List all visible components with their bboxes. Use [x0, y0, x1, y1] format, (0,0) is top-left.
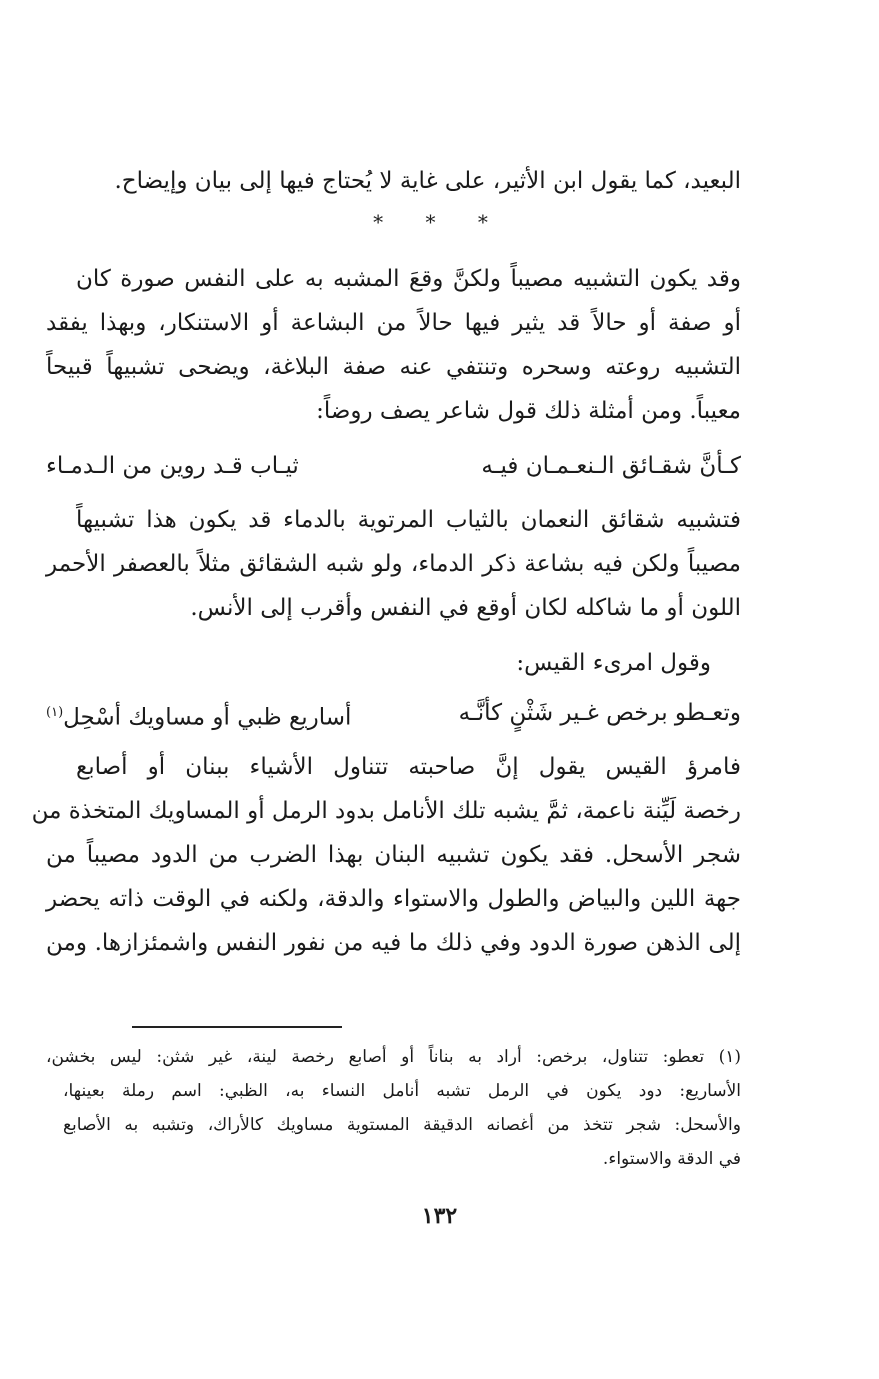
footnote-line: الأساريع: دود يكون في الرمل تشبه أنامل النساء به، الظبي: اسم رملة بعينها،	[63, 1081, 741, 1101]
text-line: فامرؤ القيس يقول إنَّ صاحبته تتناول الأشياء ببنان أو أصابع	[76, 754, 741, 780]
verse-hemistich-first: كـأنَّ شقـائق الـنعـمـان فيـه	[481, 453, 741, 479]
text-line: أو صفة أو حالاً قد يثير فيها حالاً من البشاعة أو الاستنكار، وبهذا يفقد	[46, 310, 741, 336]
text-line: إلى الذهن صورة الدود وفي ذلك ما فيه من نفور النفس واشمئزازها. ومن	[46, 930, 741, 956]
verse-hemistich-second: ثيـاب قـد روين من الـدمـاء	[46, 453, 299, 479]
footnote-line: والأسحل: شجر تتخذ من أغصانه الدقيقة المستوية مساويك كالأراك، وتشبه به الأصابع	[63, 1115, 741, 1135]
text-line: شجر الأسحل. فقد يكون تشبيه البنان بهذا الضرب من الدود مصيباً من	[46, 842, 741, 868]
page-number: ١٣٢	[421, 1203, 458, 1229]
text-line: رخصة لَيِّنة ناعمة، ثمَّ يشبه تلك الأنامل بدود الرمل أو المساويك المتخذة من	[31, 798, 741, 824]
section-separator: * * *	[373, 210, 506, 234]
verse-hemistich-first: وتعـطو برخص غـير شَثْنٍ كأنَّـه	[458, 700, 741, 726]
poetry-verse	[46, 451, 741, 481]
text-line: جهة اللين والبياض والطول والاستواء والدقة، ولكنه في الوقت ذاته يحضر	[46, 886, 741, 912]
text-line: البعيد، كما يقول ابن الأثير، على غاية لا يُحتاج فيها إلى بيان وإيضاح.	[114, 168, 741, 194]
text-line: معيباً. ومن أمثلة ذلك قول شاعر يصف روضاً:	[316, 398, 741, 424]
text-line: اللون أو ما شاكله لكان أوقع في النفس وأقرب إلى الأنس.	[190, 595, 741, 621]
text-line: وقد يكون التشبيه مصيباً ولكنَّ وقعَ المشبه به على النفس صورة كان	[76, 266, 741, 292]
footnote-marker: (١)	[46, 705, 64, 720]
text-line: مصيباً ولكن فيه بشاعة ذكر الدماء، ولو شبه الشقائق مثلاً بالعصفر الأحمر	[46, 551, 741, 577]
verse-hemistich-second: أساريع ظبي أو مساويك أسْحِل$^{(١)}$	[46, 704, 352, 731]
text-line: التشبيه روعته وسحره وتنتفي عنه صفة البلاغة، ويضحى تشبيهاً قبيحاً	[46, 354, 741, 380]
text-line: فتشبيه شقائق النعمان بالثياب المرتوية بالدماء قد يكون هذا تشبيهاً	[76, 507, 741, 533]
footnote-line: في الدقة والاستواء.	[602, 1149, 741, 1169]
footnote-rule	[132, 1026, 342, 1028]
footnote-line: (١) تعطو: تتناول، برخص: أراد به بناناً أو أصابع رخصة لينة، غير شثن: ليس بخشن،	[46, 1047, 741, 1067]
text-line: وقول امرىء القيس:	[516, 650, 711, 676]
poetry-verse	[46, 698, 741, 731]
